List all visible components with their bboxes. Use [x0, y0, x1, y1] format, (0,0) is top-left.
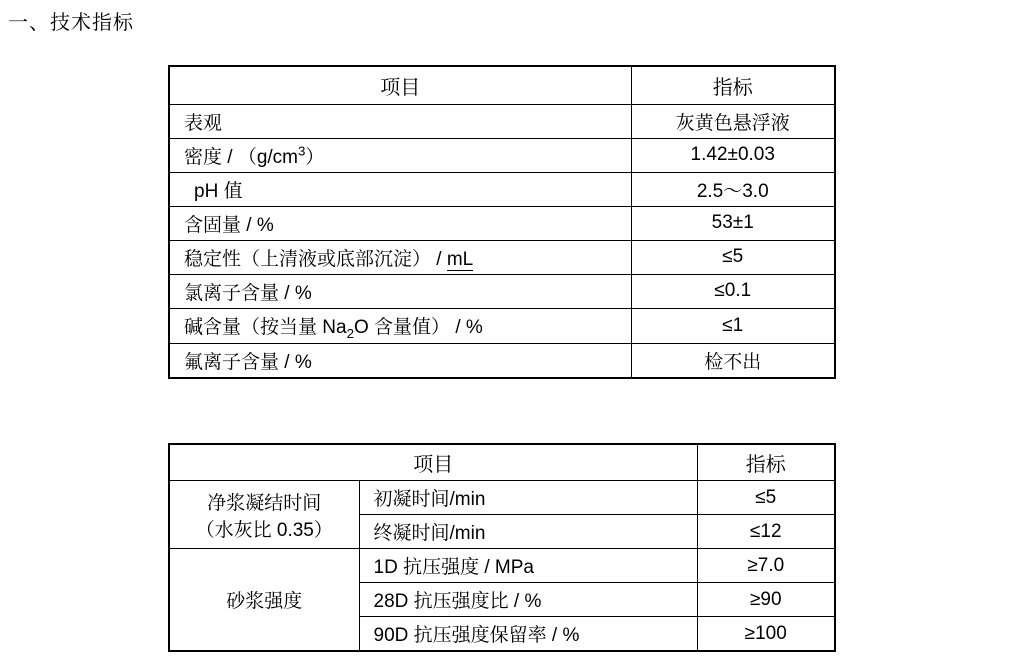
- table1-item-6: 碱含量（按当量 $Na_2O$ 含量值） / %: [169, 308, 631, 344]
- table1-item-5: 氯离子含量 / %: [169, 274, 631, 308]
- table2-row-4-value: ≥100: [697, 617, 835, 652]
- table1-value-5: ≤0.1: [631, 274, 835, 308]
- table1-item-1: 密度 / $(g/cm^3)$: [169, 138, 631, 172]
- table1-value-4: ≤5: [631, 240, 835, 274]
- table-header-row: [169, 66, 835, 104]
- table1-header-value: 指标: [631, 66, 835, 104]
- table1-header-item: 项目: [169, 66, 631, 104]
- table-row: [169, 172, 835, 206]
- table1-value-2: 2.5～3.0: [631, 172, 835, 206]
- table2-group-0-label: [169, 481, 359, 549]
- table1-item-2: pH 值: [169, 172, 631, 206]
- table2-header-item: 项目: [169, 444, 697, 481]
- table2-row-0-value: ≤5: [697, 481, 835, 515]
- table1-value-3: 53±1: [631, 206, 835, 240]
- performance-table-wrapper: [168, 443, 836, 652]
- table2-header-value: 指标: [697, 444, 835, 481]
- technical-index-table: [168, 65, 836, 379]
- table2-row-2-value: ≥7.0: [697, 549, 835, 583]
- table2-row-4-name: 90D 抗压强度保留率 / %: [359, 617, 697, 652]
- table1-item-3: 含固量 / %: [169, 206, 631, 240]
- table1-value-0: 灰黄色悬浮液: [631, 104, 835, 138]
- technical-index-table-wrapper: [168, 65, 836, 379]
- table1-item-0: 表观: [169, 104, 631, 138]
- table2-row-3-name: 28D 抗压强度比 / %: [359, 583, 697, 617]
- table-row: [169, 240, 835, 274]
- table2-row-1-name: 终凝时间/min: [359, 515, 697, 549]
- table2-group-0-label-line2: （水灰比 0.35）: [195, 519, 333, 541]
- table-header-row: [169, 444, 835, 481]
- table2-row-3-value: ≥90: [697, 583, 835, 617]
- table-row: [169, 206, 835, 240]
- table2-row-0-name: 初凝时间/min: [359, 481, 697, 515]
- table1-item-7: 氟离子含量 / %: [169, 344, 631, 379]
- table2-row-1-value: ≤12: [697, 515, 835, 549]
- table-row: [169, 104, 835, 138]
- table-row: [169, 481, 835, 515]
- table-row: [169, 274, 835, 308]
- table1-value-1: 1.42±0.03: [631, 138, 835, 172]
- table-row: [169, 308, 835, 344]
- performance-table: [168, 443, 836, 652]
- table2-group-0-label-line1: 净浆凝结时间: [207, 492, 322, 514]
- table-row: [169, 344, 835, 379]
- table1-item-4: 稳定性（上清液或底部沉淀） / mL: [169, 240, 631, 274]
- table2-group-1-label: 砂浆强度: [169, 549, 359, 652]
- table1-value-6: ≤1: [631, 308, 835, 344]
- table1-value-7: 检不出: [631, 344, 835, 379]
- table2-row-2-name: 1D 抗压强度 / MPa: [359, 549, 697, 583]
- table-row: [169, 138, 835, 172]
- section-heading: 一、技术指标: [8, 12, 134, 34]
- table-row: [169, 549, 835, 583]
